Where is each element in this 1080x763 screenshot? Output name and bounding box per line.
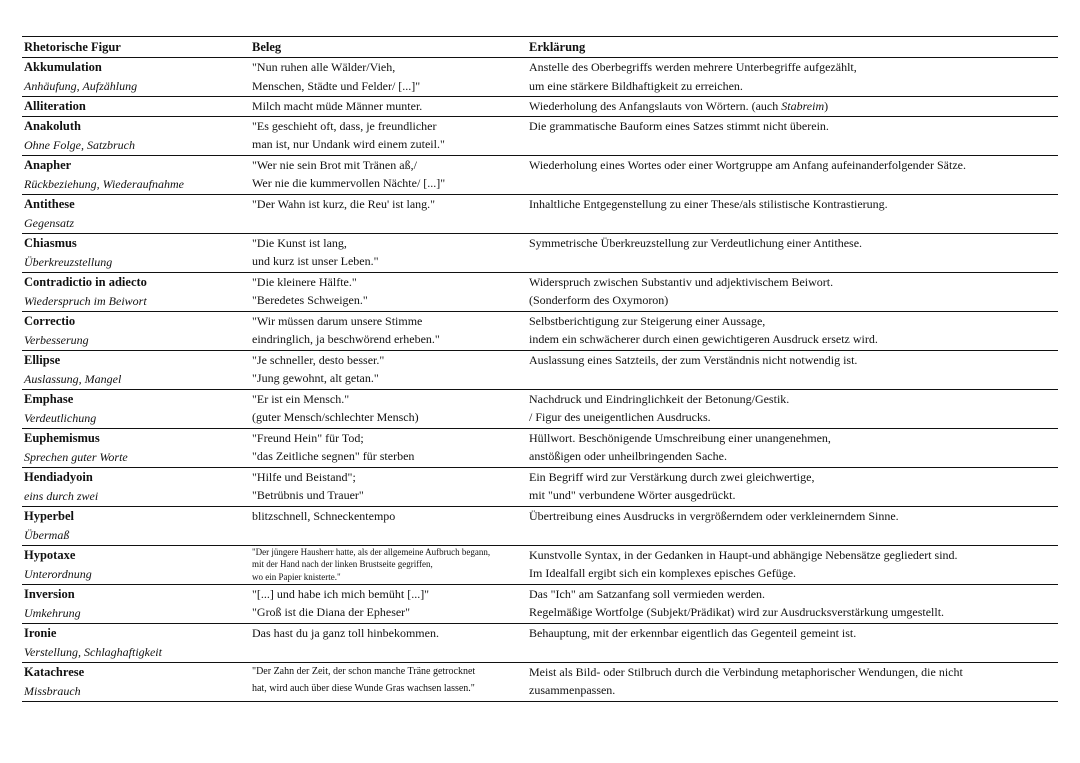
example-cell (250, 155, 527, 194)
explanation-cell (527, 584, 1058, 623)
explanation-cell (527, 350, 1058, 389)
figure-name: Anapher (24, 157, 72, 172)
figure-name: Antithese (24, 196, 75, 211)
figure-cell (22, 194, 250, 233)
example-line: mit der Hand nach der linken Brustseite gegriffen, (252, 559, 433, 569)
example-line: blitzschnell, Schneckentempo (252, 508, 396, 523)
figure-translation: Übermaß (24, 527, 70, 542)
example-cell (250, 233, 527, 272)
explanation-line: Ein Begriff wird zur Verstärkung durch zwei gleichwertige, (529, 469, 815, 484)
figure-cell (22, 311, 250, 350)
figure-translation: Rückbeziehung, Wiederaufnahme (24, 176, 184, 191)
explanation-cell (527, 194, 1058, 233)
example-line: "Wir müssen darum unsere Stimme (252, 313, 423, 328)
explanation-cell (527, 506, 1058, 545)
explanation-cell (527, 467, 1058, 506)
example-cell (250, 428, 527, 467)
example-line: "Die kleinere Hälfte." (252, 274, 357, 289)
figure-translation: Umkehrung (24, 605, 81, 620)
example-line: "Jung gewohnt, alt getan." (252, 371, 379, 385)
explanation-line: Meist als Bild- oder Stilbruch durch die Verbindung metaphorischer Wendungen, die nicht (529, 664, 963, 679)
explanation-line: um eine stärkere Bildhaftigkeit zu erreichen. (529, 78, 743, 93)
table-row (22, 194, 1058, 233)
example-cell (250, 272, 527, 311)
example-line: und kurz ist unser Leben." (252, 254, 379, 268)
explanation-line: anstößigen oder unheilbringenden Sache. (529, 449, 727, 463)
example-line: eindringlich, ja beschwörend erheben." (252, 332, 440, 346)
explanation-cell (527, 233, 1058, 272)
header-figure: Rhetorische Figur (24, 40, 121, 54)
figure-translation: Gegensatz (24, 215, 74, 230)
example-line: "Groß ist die Diana der Epheser" (252, 605, 411, 619)
example-line: "Nun ruhen alle Wälder/Vieh, (252, 60, 396, 74)
figure-name: Hypotaxe (24, 547, 76, 562)
explanation-line: Regelmäßige Wortfolge (Subjekt/Prädikat) wird zur Ausdrucksverstärkung umgestellt. (529, 605, 945, 619)
example-cell (250, 194, 527, 233)
figure-cell (22, 233, 250, 272)
figure-name: Emphase (24, 391, 74, 406)
example-line: "Hilfe und Beistand"; (252, 469, 356, 484)
example-line: "Der Wahn ist kurz, die Reu' ist lang." (252, 196, 436, 211)
example-line: "das Zeitliche segnen" für sterben (252, 449, 415, 463)
explanation-line: Kunstvolle Syntax, in der Gedanken in Haupt-und abhängige Nebensätze gegliedert sind. (529, 547, 958, 562)
example-line: "Je schneller, desto besser." (252, 352, 385, 367)
explanation-cell (527, 58, 1058, 97)
figure-translation: Anhäufung, Aufzählung (24, 79, 138, 93)
table-row (22, 584, 1058, 623)
example-line: "[...] und habe ich mich bemüht [...]" (252, 586, 430, 601)
example-cell (250, 116, 527, 155)
example-cell (250, 662, 527, 701)
example-cell (250, 350, 527, 389)
example-line: "Die Kunst ist lang, (252, 235, 347, 250)
figure-translation: Verstellung, Schlaghaftigkeit (24, 644, 162, 659)
figure-cell (22, 662, 250, 701)
explanation-line: Inhaltliche Entgegenstellung zu einer These/als stilistische Kontrastierung. (529, 196, 888, 211)
explanation-line: Behauptung, mit der erkennbar eigentlich das Gegenteil gemeint ist. (529, 625, 857, 640)
figure-translation: Auslassung, Mangel (24, 371, 122, 386)
figure-cell (22, 506, 250, 545)
table-row (22, 233, 1058, 272)
figure-translation: Verdeutlichung (24, 410, 97, 425)
explanation-line (529, 97, 1056, 116)
table-row (22, 545, 1058, 584)
figure-name: Anakoluth (24, 118, 81, 133)
figure-cell (22, 467, 250, 506)
example-cell (250, 97, 527, 117)
example-line: "Beredetes Schweigen." (252, 293, 368, 307)
figure-cell (22, 584, 250, 623)
explanation-line: Übertreibung eines Ausdrucks in vergrößerndem oder verkleinerndem Sinne. (529, 508, 899, 523)
example-cell (250, 389, 527, 428)
example-cell (250, 311, 527, 350)
example-line: (guter Mensch/schlechter Mensch) (252, 410, 419, 424)
example-line: "Es geschieht oft, dass, je freundlicher (252, 118, 437, 133)
example-line: Menschen, Städte und Felder/ [...]" (252, 78, 421, 93)
explanation-cell (527, 311, 1058, 350)
explanation-line: Auslassung eines Satzteils, der zum Verständnis nicht notwendig ist. (529, 352, 858, 367)
figure-name: Alliteration (24, 99, 86, 113)
figure-translation: Wiederspruch im Beiwort (24, 293, 147, 308)
figure-cell (22, 545, 250, 584)
table-row (22, 116, 1058, 155)
explanation-line: Nachdruck und Eindringlichkeit der Betonung/Gestik. (529, 391, 790, 406)
rhetoric-table (22, 36, 1058, 702)
example-cell (250, 506, 527, 545)
figure-cell (22, 116, 250, 155)
figure-name: Ellipse (24, 352, 61, 367)
figure-cell (22, 97, 250, 117)
explanation-cell (527, 428, 1058, 467)
table-row (22, 311, 1058, 350)
explanation-line: indem ein schwächerer durch einen gewichtigeren Ausdruck ersetz wird. (529, 332, 878, 346)
explanation-cell (527, 623, 1058, 662)
figure-cell (22, 623, 250, 662)
explanation-line: Hüllwort. Beschönigende Umschreibung einer unangenehmen, (529, 430, 831, 445)
figure-cell (22, 389, 250, 428)
explanation-cell (527, 389, 1058, 428)
figure-cell (22, 350, 250, 389)
example-line: "Der Zahn der Zeit, der schon manche Träne getrocknet (252, 665, 476, 677)
figure-translation: eins durch zwei (24, 488, 99, 503)
table-row (22, 506, 1058, 545)
explanation-line: Wiederholung eines Wortes oder einer Wortgruppe am Anfang aufeinanderfolgender Sätze. (529, 157, 966, 172)
table-row (22, 58, 1058, 97)
header-example: Beleg (252, 40, 282, 54)
example-line: "Er ist ein Mensch." (252, 391, 350, 406)
explanation-line: zusammenpassen. (529, 683, 616, 697)
explanation-line: (Sonderform des Oxymoron) (529, 293, 669, 307)
explanation-line: / Figur des uneigentlichen Ausdrucks. (529, 410, 711, 424)
example-line: "Betrübnis und Trauer" (252, 488, 364, 502)
table-row (22, 272, 1058, 311)
figure-cell (22, 58, 250, 97)
example-cell (250, 467, 527, 506)
table-row (22, 350, 1058, 389)
explanation-line: Symmetrische Überkreuzstellung zur Verdeutlichung einer Antithese. (529, 235, 863, 250)
explanation-line: Anstelle des Oberbegriffs werden mehrere Unterbegriffe aufgezählt, (529, 60, 857, 74)
explanation-cell (527, 272, 1058, 311)
figure-name: Katachrese (24, 664, 85, 679)
explanation-line: Selbstberichtigung zur Steigerung einer Aussage, (529, 313, 766, 328)
figure-translation: Überkreuzstellung (24, 254, 113, 269)
explanation-line: Das "Ich" am Satzanfang soll vermieden werden. (529, 586, 766, 601)
figure-name: Chiasmus (24, 235, 77, 250)
explanation-cell (527, 545, 1058, 584)
example-cell (250, 584, 527, 623)
table-row (22, 428, 1058, 467)
figure-translation: Sprechen guter Worte (24, 449, 128, 464)
explanation-line: Im Idealfall ergibt sich ein komplexes episches Gefüge. (529, 566, 797, 580)
example-line: Milch macht müde Männer munter. (252, 99, 423, 113)
example-cell (250, 58, 527, 97)
figure-cell (22, 428, 250, 467)
explanation-line: Widerspruch zwischen Substantiv und adjektivischem Beiwort. (529, 274, 834, 289)
figure-name: Akkumulation (24, 60, 102, 74)
table-row (22, 623, 1058, 662)
figure-name: Inversion (24, 586, 75, 601)
explanation-emphasis: Stabreim (781, 99, 825, 113)
example-line: wo ein Papier knisterte." (252, 571, 341, 582)
figure-name: Contradictio in adiecto (24, 274, 147, 289)
explanation-cell (527, 97, 1058, 117)
table-row (22, 467, 1058, 506)
explanation-text: Wiederholung des Anfangslauts von Wörtern. (auch (529, 99, 782, 113)
explanation-cell (527, 116, 1058, 155)
table-row (22, 662, 1058, 701)
figure-cell (22, 272, 250, 311)
explanation-cell (527, 662, 1058, 701)
explanation-line: mit "und" verbundene Wörter ausgedrückt. (529, 488, 736, 502)
table-row (22, 155, 1058, 194)
figure-translation: Missbrauch (24, 683, 81, 698)
table-row (22, 97, 1058, 117)
example-line: Das hast du ja ganz toll hinbekommen. (252, 625, 439, 640)
header-explanation: Erklärung (529, 40, 586, 54)
figure-translation: Verbesserung (24, 332, 89, 347)
table-row (22, 389, 1058, 428)
explanation-line: Die grammatische Bauform eines Satzes stimmt nicht überein. (529, 118, 829, 133)
figure-cell (22, 155, 250, 194)
figure-name: Ironie (24, 625, 57, 640)
figure-name: Hyperbel (24, 508, 74, 523)
example-line: "Der jüngere Hausherr hatte, als der allgemeine Aufbruch begann, (252, 546, 491, 557)
example-line: hat, wird auch über diese Wunde Gras wachsen lassen." (252, 682, 475, 694)
example-line: Wer nie die kummervollen Nächte/ [...]" (252, 176, 446, 190)
explanation-text: ) (824, 99, 829, 113)
figure-translation: Ohne Folge, Satzbruch (24, 137, 135, 152)
figure-translation: Unterordnung (24, 566, 92, 581)
figure-name: Correctio (24, 313, 76, 328)
table-header-row (22, 37, 1058, 58)
figure-name: Euphemismus (24, 430, 100, 445)
example-cell (250, 545, 527, 584)
example-line: "Freund Hein" für Tod; (252, 430, 364, 445)
explanation-cell (527, 155, 1058, 194)
figure-name: Hendiadyoin (24, 469, 93, 484)
example-cell (250, 623, 527, 662)
example-line: "Wer nie sein Brot mit Tränen aß,/ (252, 157, 417, 172)
example-line: man ist, nur Undank wird einem zuteil." (252, 137, 445, 151)
